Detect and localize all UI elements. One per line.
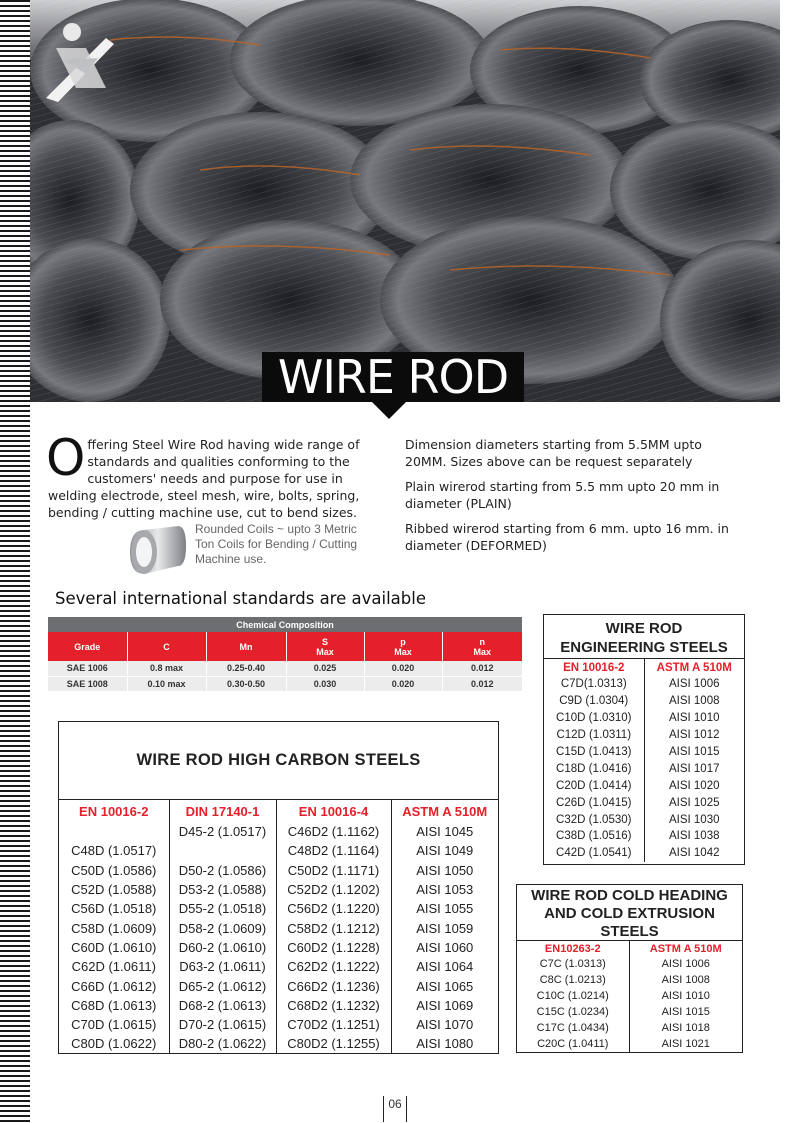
table-header-row: EN10263-2 ASTM A 510M [517, 941, 742, 956]
table-cell: C38D (1.0516) [544, 828, 644, 845]
table-cell: D53-2 (1.0588) [169, 880, 276, 899]
table-cell: D45-2 (1.0517) [169, 822, 276, 841]
table-cell: AISI 1008 [668, 695, 720, 708]
table-cell: AISI 1015 [668, 746, 720, 758]
table-cell: C52D2 (1.1202) [276, 880, 391, 899]
table-row [517, 972, 742, 988]
table-cell: C20D (1.0414) [544, 777, 644, 794]
page-number: 06 [383, 1096, 407, 1122]
table-cell: AISI 1049 [416, 843, 474, 859]
table-row [544, 727, 744, 744]
table-cell: AISI 1010 [668, 712, 720, 725]
table-cell: AISI 1059 [416, 920, 474, 936]
standards-heading: Several international standards are available [55, 589, 426, 608]
dimension-line: Dimension diameters starting from 5.5MM upto 20MM. Sizes above can be request separately [405, 437, 702, 469]
table-row [517, 1020, 742, 1036]
table-row [59, 938, 498, 957]
table-cell: C70D2 (1.1251) [276, 1015, 391, 1034]
table-cell: AISI 1050 [416, 862, 474, 878]
table-cell: AISI 1060 [416, 939, 474, 955]
table-cell: C58D2 (1.1212) [276, 918, 391, 937]
table-header-row: EN 10016-2 DIN 17140-1 EN 10016-4 ASTM A 510M [59, 800, 498, 822]
table-cell: AISI 1018 [661, 1022, 710, 1034]
table-cell: C60D2 (1.1228) [276, 938, 391, 957]
high-carbon-title: WIRE ROD HIGH CARBON STEELS [59, 722, 498, 800]
table-cell: C60D (1.0610) [59, 938, 169, 957]
table-row [544, 845, 744, 862]
table-row [59, 822, 498, 841]
coil-note: Rounded Coils ~ upto 3 Metric Ton Coils for Bending / Cutting Machine use. [195, 522, 358, 566]
table-cell: C56D (1.0518) [59, 899, 169, 918]
table-cell: C50D (1.0586) [59, 861, 169, 880]
table-cell: AISI 1064 [416, 959, 474, 975]
table-cell [59, 822, 169, 841]
table-cell: C42D (1.0541) [544, 845, 644, 862]
table-cell: C52D (1.0588) [59, 880, 169, 899]
table-cell: C18D (1.0416) [544, 760, 644, 777]
table-row [517, 988, 742, 1004]
table-cell: C10D (1.0310) [544, 710, 644, 727]
table-cell: C58D (1.0609) [59, 918, 169, 937]
table-cell: AISI 1006 [661, 958, 710, 970]
high-carbon-steels-table [58, 721, 499, 1054]
table-cell: D63-2 (1.0611) [169, 957, 276, 976]
table-row [544, 794, 744, 811]
table-row [59, 841, 498, 860]
chem-header: p Max [364, 632, 442, 661]
table-cell: C26D (1.0415) [544, 794, 644, 811]
table-row [517, 1036, 742, 1052]
ribbed-wirerod-line: Ribbed wirerod starting from 6 mm. upto 16 mm. in diameter (DEFORMED) [405, 521, 729, 553]
intro-text: ffering Steel Wire Rod having wide range of standards and qualities conforming to the customers' needs and purpose for use in welding electrode, steel mesh, wire, bolts, spring, bending / cutting machine use, cut to bend sizes. [48, 437, 360, 520]
hero-coils-image [30, 0, 780, 402]
table-cell: AISI 1021 [661, 1038, 710, 1050]
table-cell: C80D2 (1.1255) [276, 1034, 391, 1053]
table-row [59, 1015, 498, 1034]
table-cell: D60-2 (1.0610) [169, 938, 276, 957]
table-cell [169, 841, 276, 860]
table-cell: AISI 1006 [668, 678, 720, 691]
table-row [59, 880, 498, 899]
table-cell: AISI 1038 [668, 830, 720, 843]
title-notch [371, 401, 407, 419]
table-row [59, 976, 498, 995]
table-cell: C66D2 (1.1236) [276, 976, 391, 995]
table-cell: AISI 1015 [661, 1006, 710, 1018]
table-row [544, 710, 744, 727]
chemical-composition-table [48, 617, 522, 692]
table-row [59, 1034, 498, 1053]
table-cell: D50-2 (1.0586) [169, 861, 276, 880]
drop-cap: O [46, 429, 86, 487]
cold-heading-title: WIRE ROD COLD HEADING AND COLD EXTRUSION STEELS [517, 885, 742, 941]
table-cell: D55-2 (1.0518) [169, 899, 276, 918]
table-row [544, 744, 744, 761]
table-cell: C20C (1.0411) [517, 1036, 629, 1052]
table-row [59, 918, 498, 937]
table-header-row: EN 10016-2 ASTM A 510M [544, 659, 744, 676]
chem-header: C [127, 632, 206, 661]
intro-paragraph [46, 429, 366, 521]
table-cell: C32D (1.0530) [544, 811, 644, 828]
table-cell: C68D2 (1.1232) [276, 996, 391, 1015]
table-cell: C7C (1.0313) [517, 956, 629, 972]
table-cell: AISI 1017 [668, 762, 720, 775]
dimension-info [405, 436, 735, 562]
table-cell: AISI 1030 [668, 813, 720, 826]
table-row [59, 899, 498, 918]
table-cell: C46D2 (1.1162) [276, 822, 391, 841]
company-logo-icon [46, 18, 118, 102]
page-title: WIRE ROD [262, 352, 524, 402]
chem-header: Grade [48, 632, 127, 661]
table-row [544, 828, 744, 845]
table-row [517, 956, 742, 972]
engineering-grid [544, 659, 744, 862]
table-cell: C8C (1.0213) [517, 972, 629, 988]
chem-caption: Chemical Composition [48, 617, 522, 632]
table-cell: D80-2 (1.0622) [169, 1034, 276, 1053]
table-row [544, 760, 744, 777]
table-cell: D68-2 (1.0613) [169, 996, 276, 1015]
table-cell: D70-2 (1.0615) [169, 1015, 276, 1034]
table-cell: D65-2 (1.0612) [169, 976, 276, 995]
table-row [544, 777, 744, 794]
table-cell: C62D2 (1.1222) [276, 957, 391, 976]
table-cell: AISI 1012 [668, 729, 720, 742]
table-cell: C9D (1.0304) [544, 693, 644, 710]
table-row [544, 676, 744, 693]
table-row [544, 811, 744, 828]
table-row [59, 861, 498, 880]
table-cell: C48D (1.0517) [59, 841, 169, 860]
table-cell: AISI 1055 [416, 901, 474, 917]
table-cell: AISI 1020 [668, 779, 720, 792]
table-cell: AISI 1069 [416, 997, 474, 1013]
table-cell: C80D (1.0622) [59, 1034, 169, 1053]
table-cell: AISI 1065 [416, 978, 474, 994]
plain-wirerod-line: Plain wirerod starting from 5.5 mm upto 20 mm in diameter (PLAIN) [405, 479, 720, 511]
table-cell: C7D(1.0313) [544, 676, 644, 693]
table-cell: C17C (1.0434) [517, 1020, 629, 1036]
table-cell: AISI 1008 [661, 974, 710, 986]
table-row: SAE 1008 0.10 max 0.30-0.50 0.030 0.020 0.012 [48, 676, 522, 691]
rounded-coil-icon [126, 524, 188, 580]
table-row [59, 996, 498, 1015]
table-cell: AISI 1053 [416, 882, 474, 898]
table-cell: AISI 1080 [416, 1036, 474, 1052]
table-cell: C70D (1.0615) [59, 1015, 169, 1034]
striped-margin [0, 0, 30, 1123]
table-cell: AISI 1045 [416, 824, 474, 840]
table-cell: C66D (1.0612) [59, 976, 169, 995]
table-row [517, 1004, 742, 1020]
table-cell: C56D2 (1.1220) [276, 899, 391, 918]
table-cell: AISI 1010 [661, 990, 710, 1002]
chem-header: n Max [442, 632, 522, 661]
table-cell: C62D (1.0611) [59, 957, 169, 976]
engineering-title: WIRE ROD ENGINEERING STEELS [544, 615, 744, 659]
table-cell: AISI 1042 [668, 847, 720, 860]
cold-heading-grid [517, 941, 742, 1052]
table-cell: C15D (1.0413) [544, 744, 644, 761]
table-row: SAE 1006 0.8 max 0.25-0.40 0.025 0.020 0.012 [48, 661, 522, 676]
cold-heading-steels-table [516, 884, 743, 1053]
table-row [59, 957, 498, 976]
table-cell: D58-2 (1.0609) [169, 918, 276, 937]
table-cell: AISI 1025 [668, 796, 720, 809]
table-cell: C10C (1.0214) [517, 988, 629, 1004]
table-cell: C48D2 (1.1164) [276, 841, 391, 860]
high-carbon-grid [59, 800, 498, 1054]
table-cell: C50D2 (1.1171) [276, 861, 391, 880]
table-row [544, 693, 744, 710]
table-cell: C12D (1.0311) [544, 727, 644, 744]
coils-illustration [30, 0, 780, 402]
table-cell: C68D (1.0613) [59, 996, 169, 1015]
table-cell: AISI 1070 [416, 1017, 474, 1033]
chem-header: S Max [286, 632, 364, 661]
table-cell: C15C (1.0234) [517, 1004, 629, 1020]
engineering-steels-table [543, 614, 745, 865]
chem-header: Mn [206, 632, 286, 661]
